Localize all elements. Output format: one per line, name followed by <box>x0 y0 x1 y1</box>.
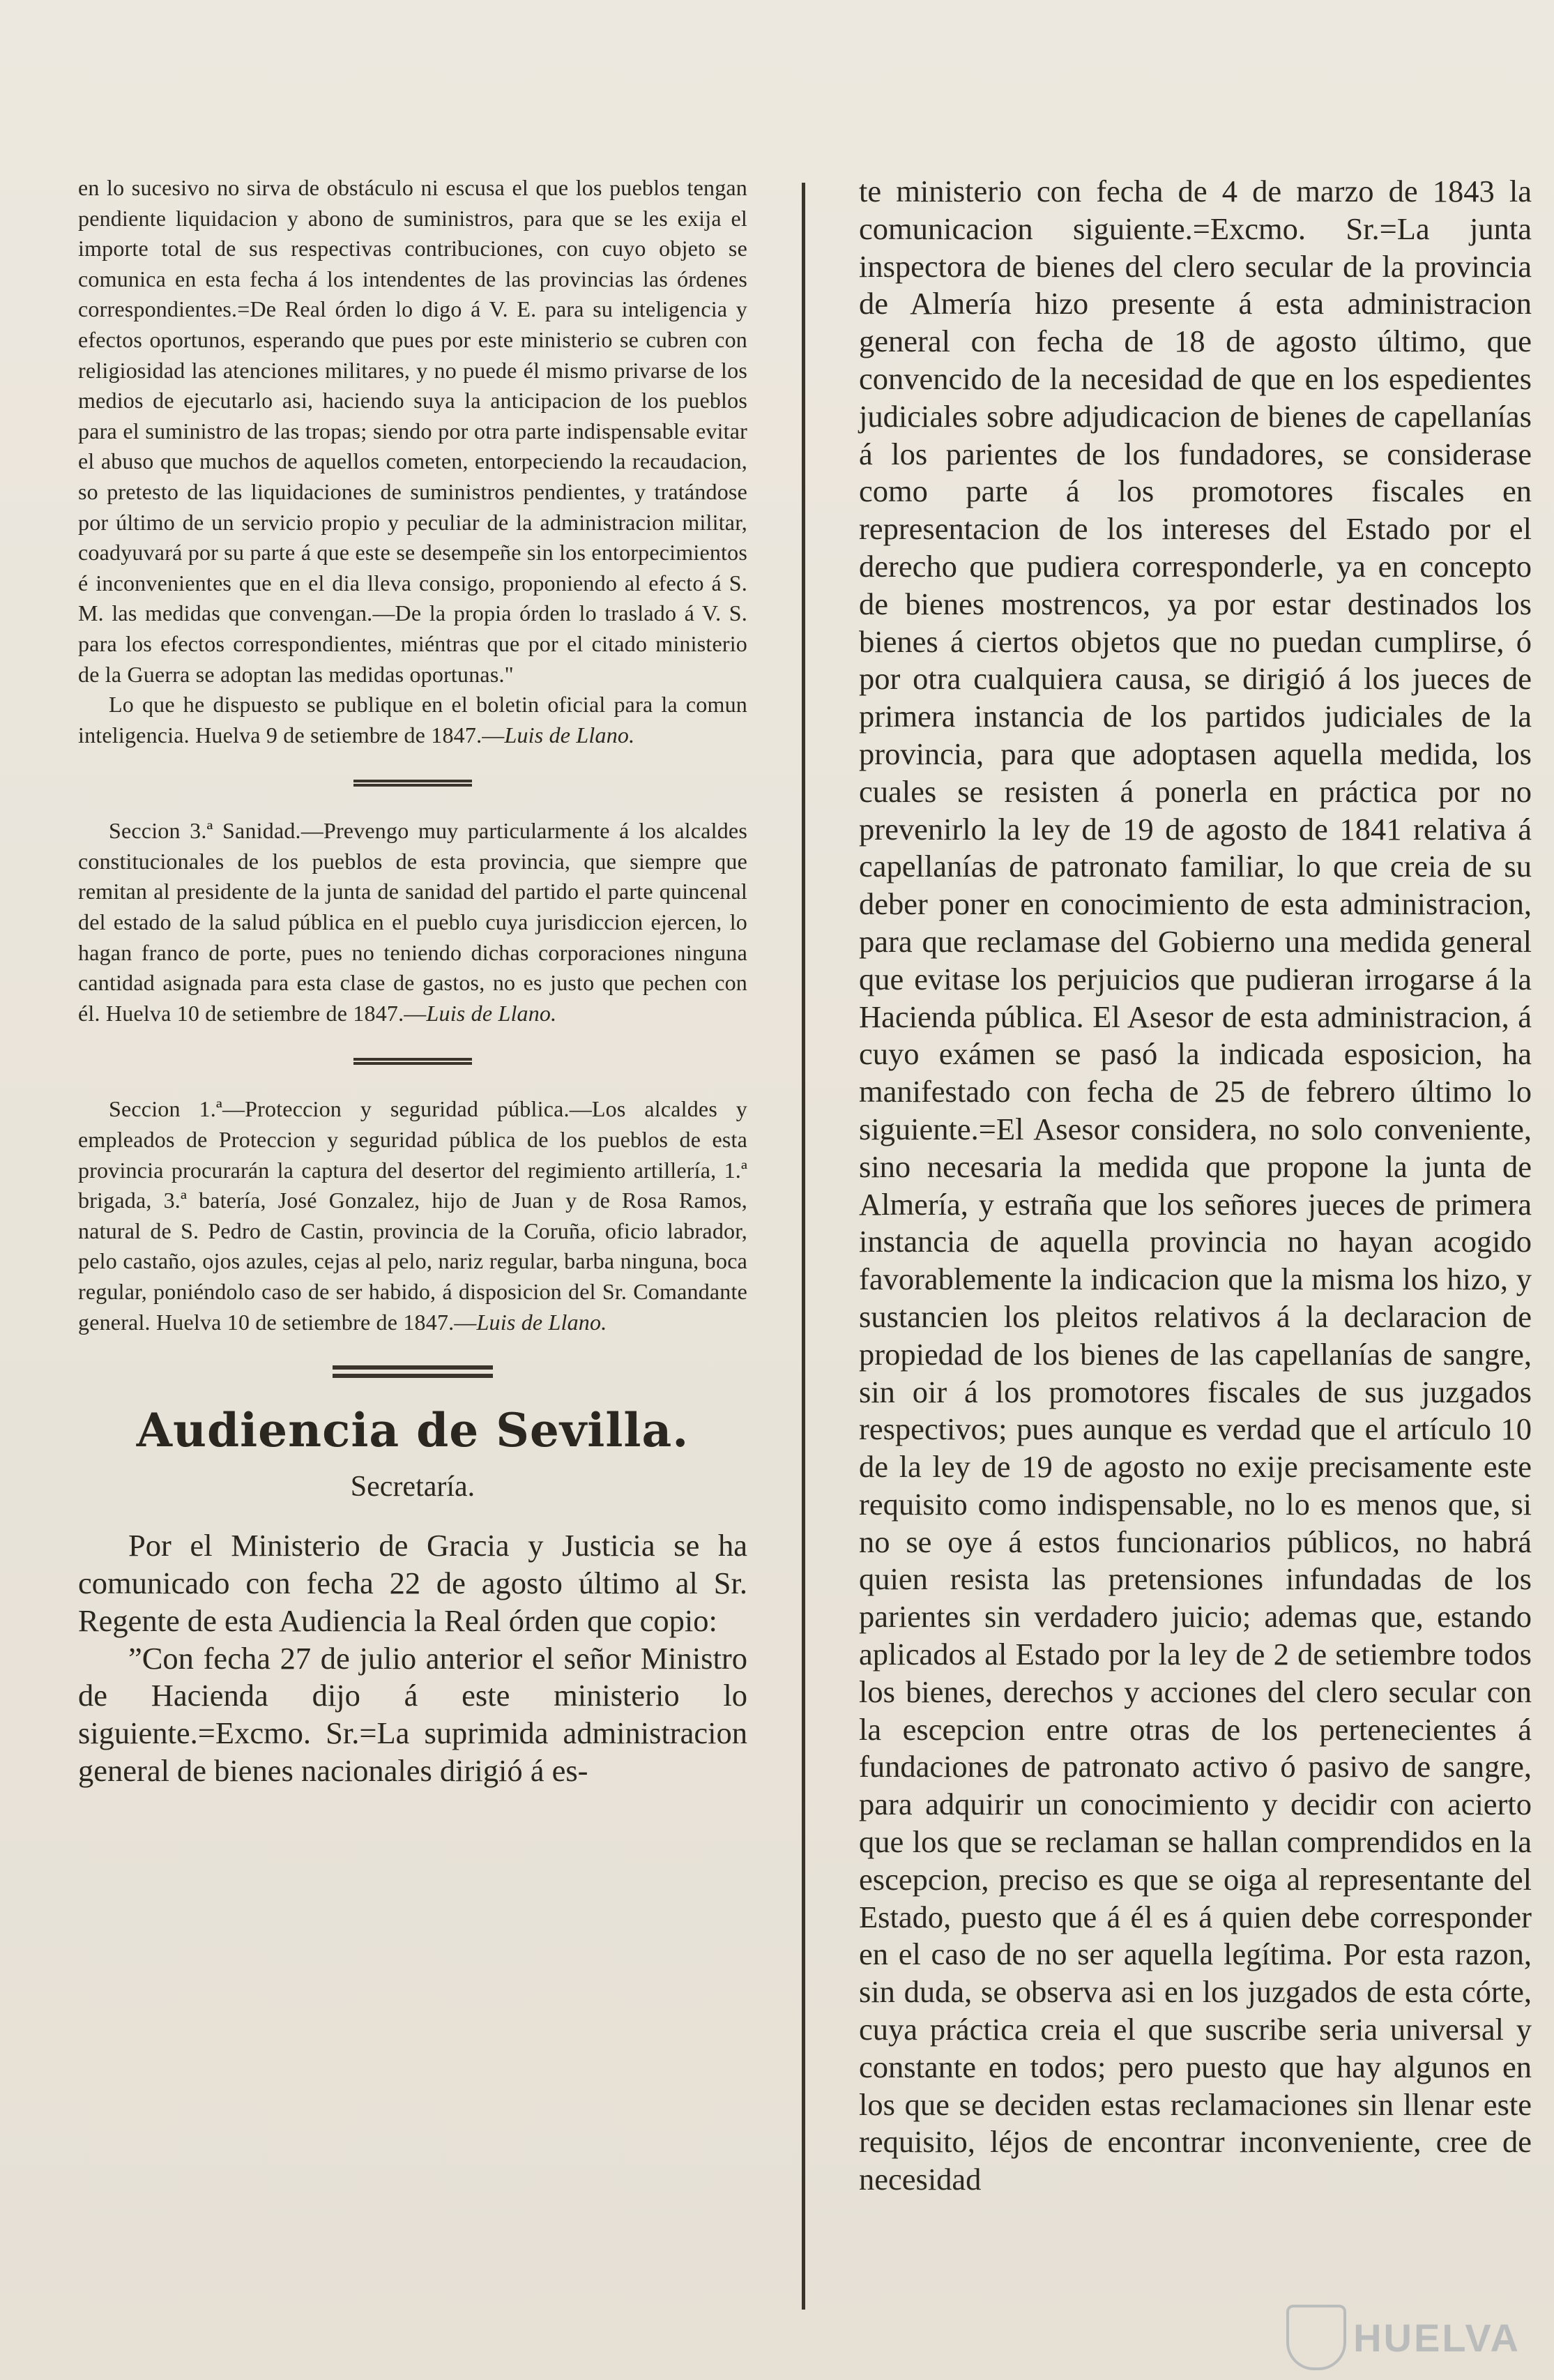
section-divider <box>353 1058 472 1065</box>
paragraph-text: —Prevengo muy particularmente á los alcaldes constitucionales de los pueblos de esta provincia, que siempre que remitan al presidente de la junta de sanidad del partido el parte quincenal del estado de la salud pública en el pueblo cuya jurisdiccion ejercen, lo hagan franco de porte, pues no teniendo dichas corporaciones ninguna cantidad asignada para esta clase de gastos, no es justo que pechen con él. Huelva 10 de setiembre de 1847.— <box>78 818 747 1026</box>
section-label: Seccion 1.ª <box>109 1096 222 1122</box>
paragraph: Por el Ministerio de Gracia y Justicia se ha comunicado con fecha 22 de agosto último al Sr. Regente de esta Audiencia la Real órden que copio: <box>78 1528 747 1638</box>
section-subheading: Secretaría. <box>350 1471 475 1503</box>
right-column <box>859 173 1532 2199</box>
paragraph-text: —Proteccion y seguridad pública.—Los alcaldes y empleados de Proteccion y seguridad pública de los pueblos de esta provincia procurarán la captura del desertor del regimiento artillería, 1.ª brigada, 3.ª batería, José Gonzalez, hijo de Juan y de Rosa Ramos, natural de S. Pedro de Castin, provincia de la Coruña, oficio labrador, pelo castaño, ojos azules, cejas al pelo, nariz regular, barba ninguna, boca regular, poniéndolo caso de ser habido, á disposicion del Sr. Comandante general. Huelva 10 de setiembre de 1847.— <box>78 1096 748 1335</box>
signature: Luis de Llano. <box>504 722 635 748</box>
column-divider <box>802 183 805 2310</box>
archive-watermark <box>1286 2305 1521 2370</box>
paragraph <box>78 816 747 1029</box>
sanidad-notice <box>78 816 747 1029</box>
paragraph <box>78 1094 747 1337</box>
shield-icon <box>1286 2305 1346 2370</box>
audiencia-notice <box>78 1527 747 1790</box>
paragraph: ”Con fecha 27 de julio anterior el señor Ministro de Hacienda dijo á este ministerio lo siguiente.=Excmo. Sr.=La suprimida administracion general de bienes nacionales dirigió á es- <box>78 1640 747 1788</box>
left-column <box>78 173 747 1790</box>
watermark-text: HUELVA <box>1353 2315 1521 2360</box>
section-heading: Audiencia de Sevilla. <box>136 1403 690 1458</box>
section-label: Seccion 3.ª Sanidad. <box>109 818 301 844</box>
paragraph-text: Lo que he dispuesto se publique en el boletin oficial para la comun inteligencia. Huelva 9 de setiembre de 1847.— <box>78 692 747 748</box>
publication-notice <box>78 690 747 750</box>
seguridad-notice <box>78 1094 747 1337</box>
paragraph: te ministerio con fecha de 4 de marzo de 1843 la comunicacion siguiente.=Excmo. Sr.=La junta inspectora de bienes del clero secular de la provincia de Almería hizo presente á esta administracion general con fecha de 18 de agosto último, que convencido de la necesidad de que en los espedientes judiciales sobre adjudicacion de bienes de capellanías á los parientes de los fundadores, se considerase como parte á los promotores fiscales en representacion de los intereses del Estado por el derecho que pudiera corresponderle, ya en concepto de bienes mostrencos, ya por estar destinados los bienes á ciertos objetos que no puedan cumplirse, ó por otra cualquiera causa, se dirigió á los jueces de primera instancia de los partidos judiciales de la provincia, para que adoptasen aquella medida, los cuales se resisten á ponerla en práctica por no prevenirlo la ley de 19 de agosto de 1841 relativa á capellanías de patronato familiar, lo que creia de su deber poner en conocimiento de esta administracion, para que reclamase del Gobierno una medida general que evitase los perjuicios que pudieran irrogarse á la Hacienda pública. El Asesor de esta administracion, á cuyo exámen se pasó la indicada esposicion, ha manifestado con fecha de 25 de febrero último lo siguiente.=El Asesor considera, no solo conveniente, sino necesaria la medida que propone la junta de Almería, y estraña que los señores jueces de primera instancia de aquella provincia no hayan acogido favorablemente la indicacion que la misma los hizo, y sustancien los pleitos relativos á la declaracion de propiedad de los bienes de las capellanías de sangre, sin oir á los promotores fiscales de sus juzgados respectivos; pues aunque es verdad que el artículo 10 de la ley de 19 de agosto no exije precisamente este requisito como indispensable, no lo es menos que, si no se oye á estos funcionarios públicos, no habrá quien resista las pretensiones infundadas de los parientes sin verdadero juicio; ademas que, estando aplicados al Estado por la ley de 2 de setiembre todos los bienes, derechos y acciones del clero secular con la escepcion entre otras de los pertenecientes á fundaciones de patronato activo ó pasivo de sangre, para adquirir un conocimiento y decidir con acierto que los que se reclaman se hallan comprendidos en la escepcion, preciso es que se oiga al representante del Estado, puesto que á él es á quien debe corresponder en el caso de no ser aquella legítima. Por esta razon, sin duda, se observa asi en los juzgados de esta córte, cuya práctica creia el que suscribe seria universal y constante en todos; pero puesto que hay algunos en los que se deciden estas reclamaciones sin llenar este requisito, léjos de encontrar inconveniente, cree de necesidad <box>859 174 1532 2197</box>
signature: Luis de Llano. <box>476 1309 607 1335</box>
section-divider-thick <box>333 1365 493 1378</box>
signature: Luis de Llano. <box>426 1000 557 1026</box>
section-divider <box>353 780 472 787</box>
circular-continuation <box>78 173 747 750</box>
paragraph: en lo sucesivo no sirva de obstáculo ni escusa el que los pueblos tengan pendiente liquidacion y abono de suministros, para que se les exija el importe total de sus respectivas contribuciones, con cuyo objeto se comunica en esta fecha á los intendentes de las provincias las órdenes correspondientes.=De Real órden lo digo á V. E. para su inteligencia y efectos oportunos, esperando que pues por este ministerio se cubren con religiosidad las atenciones militares, y no puede él mismo privarse de los medios de ejecutarlo asi, haciendo suya la anticipacion de los pueblos para el suministro de las tropas; siendo por otra parte indispensable evitar el abuso que muchos de aquellos cometen, entorpeciendo la recaudacion, so pretesto de las liquidaciones de suministros pendientes, y tratándose por último de un servicio propio y peculiar de la administracion militar, coadyuvará por su parte á que este se desempeñe sin los entorpecimientos é inconvenientes que en el dia lleva consigo, proponiendo al efecto á S. M. las medidas que convengan.—De la propia órden lo traslado á V. S. para los efectos correspondientes, miéntras que por el citado ministerio de la Guerra se adoptan las medidas oportunas." <box>78 175 747 687</box>
